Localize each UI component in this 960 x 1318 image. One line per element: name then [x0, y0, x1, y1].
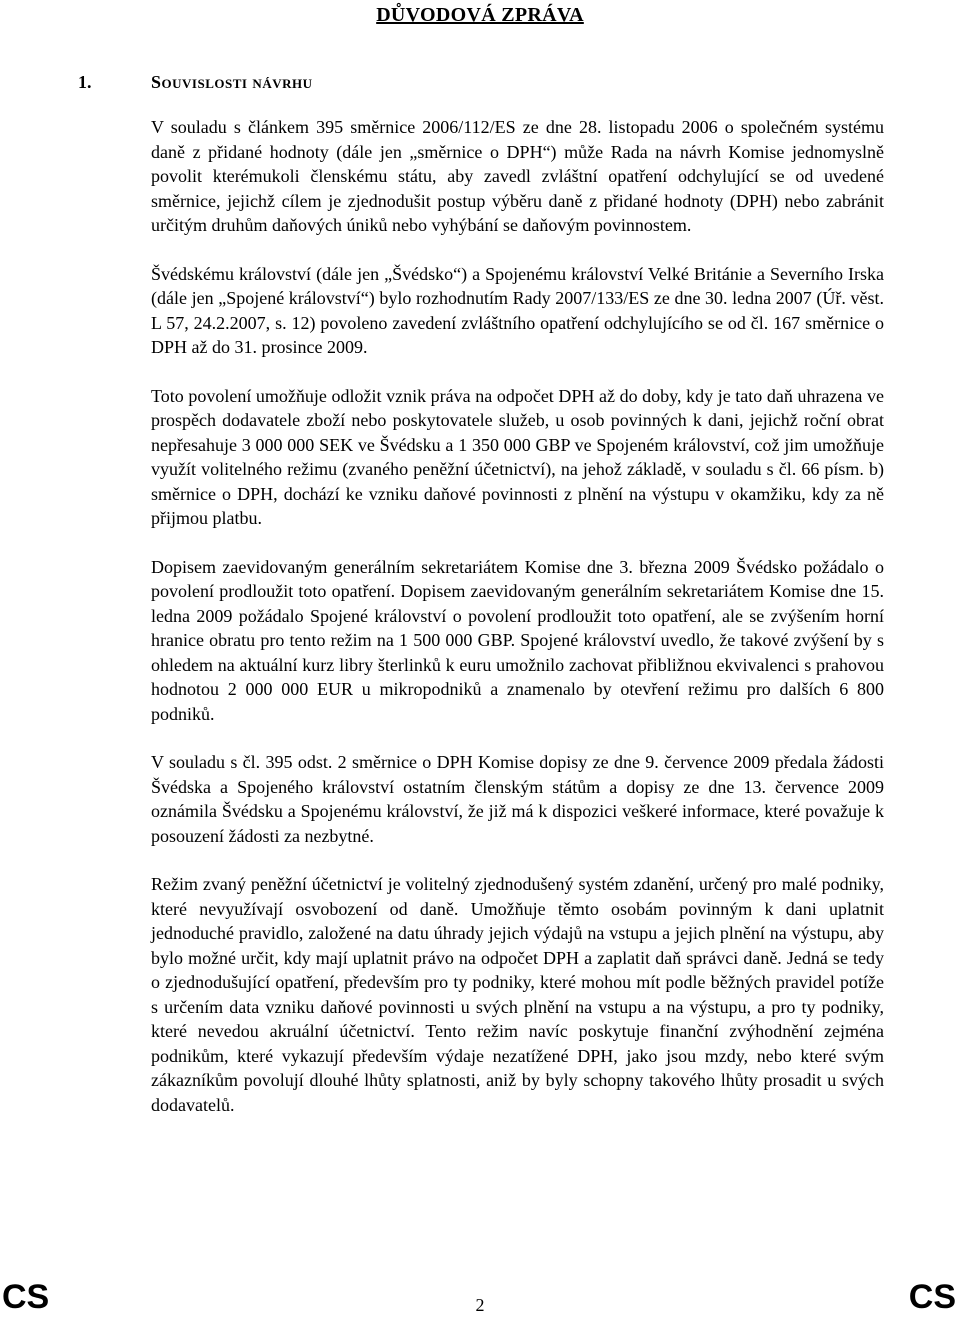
section-title: Souvislosti návrhu — [151, 72, 313, 92]
page-footer — [0, 1278, 960, 1318]
paragraph: Dopisem zaevidovaným generálním sekretariátem Komise dne 3. března 2009 Švédsko požádalo o povolení prodloužit toto opatření. Dopisem zaevidovaným generálním sekretariátem Komise dne 15. ledna 2009 požádalo Spojené království o povolení prodloužit toto opatření, ale se zvýšením horní hranice obratu pro tento režim na 1 500 000 GBP. Spojené království uvedlo, že takové zvýšení by s ohledem na aktuální kurz libry šterlinků k euru umožnilo zachovat přibližnou ekvivalenci s prahovou hodnotou 2 000 000 EUR u mikropodniků a znamenalo by otevření režimu pro dalších 6 800 podniků. — [151, 556, 884, 724]
section-number: 1. — [78, 72, 92, 92]
paragraph: V souladu s článkem 395 směrnice 2006/112/ES ze dne 28. listopadu 2006 o společném systému daně z přidané hodnoty (dále jen „směrnice o DPH“) může Rada na návrh Komise jednomyslně povolit kterémukoli členskému státu, aby zavedl zvláštní opatření odchylující se od uvedené směrnice, jejichž cílem je zjednodušit postup výběru daně z přidané hodnoty (DPH) nebo zabránit určitým druhům daňových úniků nebo vyhýbání se daňovým povinnostem. — [151, 117, 884, 235]
document-title: DŮVODOVÁ ZPRÁVA — [376, 4, 584, 26]
paragraph: V souladu s čl. 395 odst. 2 směrnice o DPH Komise dopisy ze dne 9. července 2009 předala žádosti Švédska a Spojeného království ostatním členským státům a dopisy ze dne 13. července 2009 oznámila Švédsku a Spojenému království, že již má k dispozici veškeré informace, které považuje k posouzení žádosti za nezbytné. — [151, 752, 884, 846]
section-heading — [78, 72, 312, 93]
paragraph: Švédskému království (dále jen „Švédsko“) a Spojenému království Velké Británie a Severního Irska (dále jen „Spojené království“) bylo rozhodnutím Rady 2007/133/ES ze dne 30. ledna 2007 (Úř. věst. L 57, 24.2.2007, s. 12) povoleno zavedení zvláštního opatření odchylujícího se od čl. 167 směrnice o DPH až do 31. prosince 2009. — [151, 263, 884, 357]
page-number: 2 — [475, 1295, 485, 1315]
language-code-left: CS — [2, 1278, 50, 1316]
language-code-right: CS — [908, 1278, 956, 1316]
paragraph: Toto povolení umožňuje odložit vznik práva na odpočet DPH až do doby, kdy je tato daň uhrazena ve prospěch dodavatele zboží nebo poskytovatele služeb, u osob povinných k dani, jejichž roční obrat nepřesahuje 3 000 000 SEK ve Švédsku a 1 350 000 GBP ve Spojeném království, což jim umožňuje využít volitelného režimu (zvaného peněžní účetnictví), na jehož základě, v souladu s čl. 66 písm. b) směrnice o DPH, dochází ke vzniku daňové povinnosti z plnění na výstupu v okamžiku, kdy za ně přijmou platbu. — [151, 385, 884, 528]
document-body — [151, 115, 884, 1141]
paragraph: Režim zvaný peněžní účetnictví je volitelný zjednodušený systém zdanění, určený pro malé podniky, které nevyužívají osvobození od daně. Umožňuje těmto osobám povinným k dani uplatnit jednoduché pravidlo, založené na datu úhrady jejich výdajů na vstupu a jejich plnění na výstupu, aby bylo možné určit, kdy mají uplatnit právo na odpočet DPH a zaplatit daň správci daně. Jedná se tedy o zjednodušující opatření, především pro ty podniky, které mohou mít podle běžných pravidel potíže s určením data vzniku daňové povinnosti u svých plnění na vstupu a na výstupu, a pro ty podniky, které nevedou akruální účetnictví. Tento režim navíc poskytuje finanční zvýhodnění zejména podnikům, které vykazují především výdaje nezatížené DPH, jako jsou mzdy, nebo které svým zákazníkům povolují dlouhé lhůty splatnosti, aniž by byly schopny takového lhůty prosadit u svých dodavatelů. — [151, 874, 884, 1115]
